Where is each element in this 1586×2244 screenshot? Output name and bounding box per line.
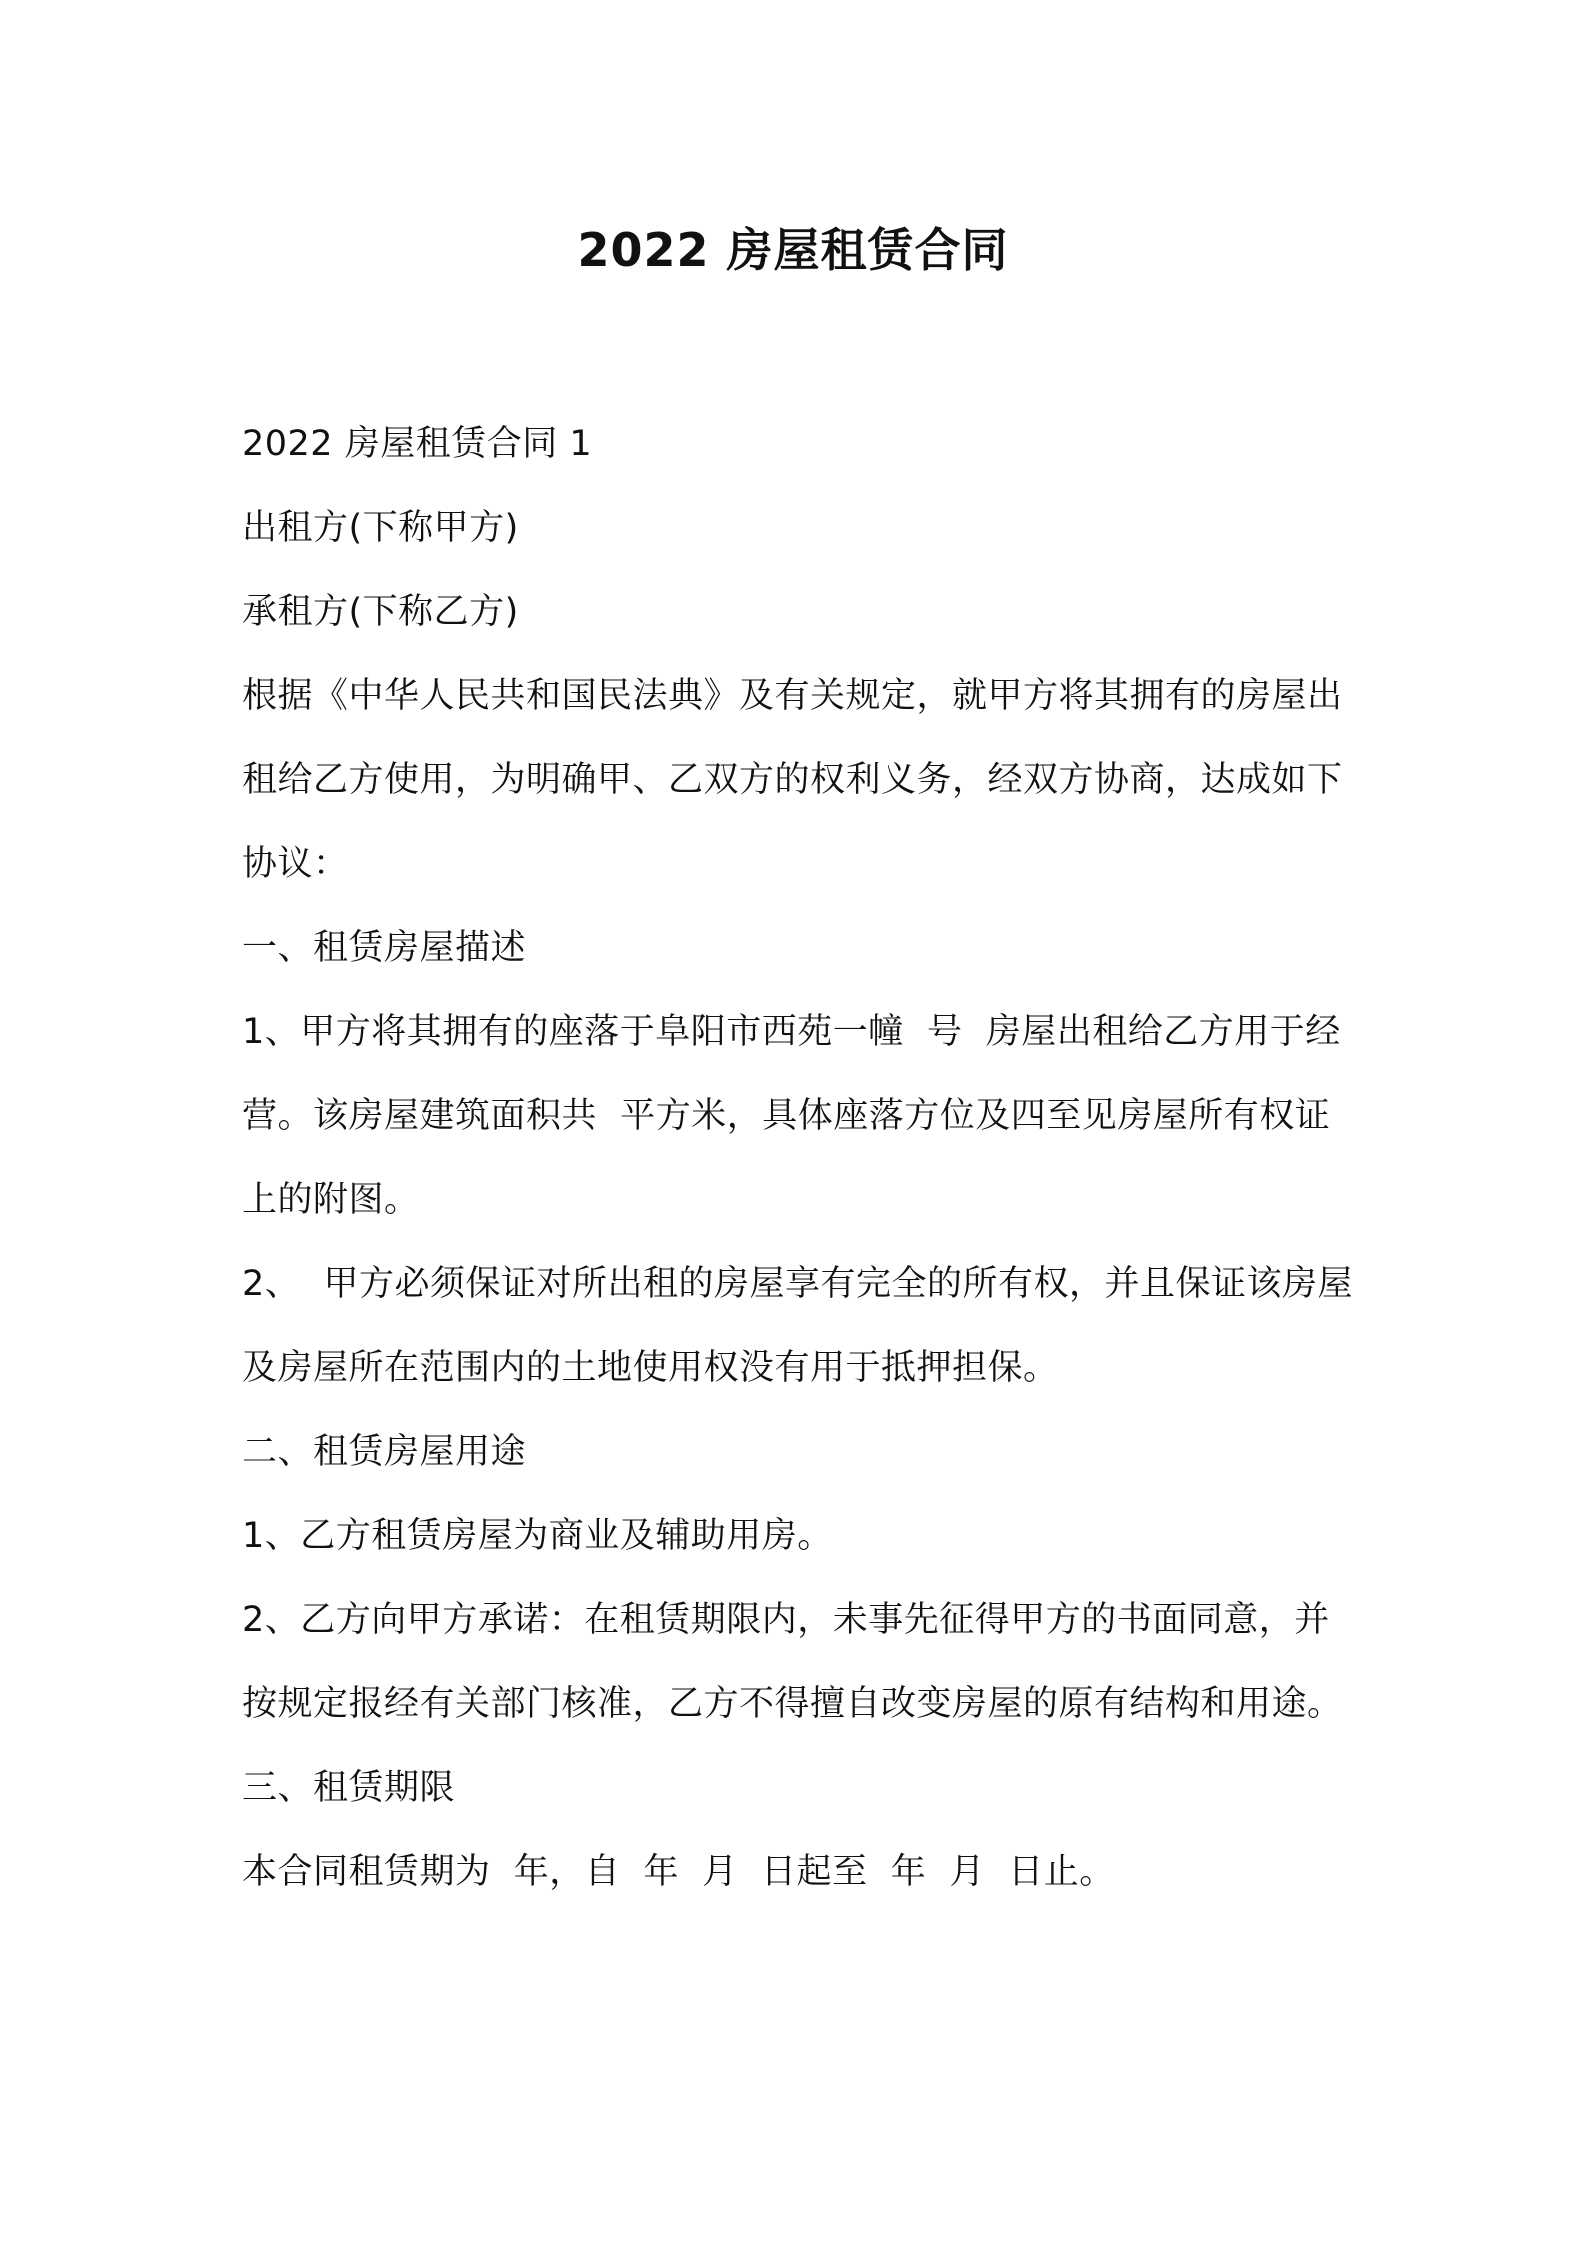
lessor-line: 出租方(下称甲方): [242, 508, 519, 548]
clause-3-1: 本合同租赁期为 年，自 年 月 日起至 年 月 日止。: [242, 1852, 1115, 1892]
clause-2-2: 2、乙方向甲方承诺：在租赁期限内，未事先征得甲方的书面同意，并按规定报经有关部门核准，乙方不得擅自改变房屋的原有结构和用途。: [242, 1600, 1343, 1724]
clause-1-1: 1、甲方将其拥有的座落于阜阳市西苑一幢 号 房屋出租给乙方用于经营。该房屋建筑面积共 平方米，具体座落方位及四至见房屋所有权证上的附图。: [242, 1012, 1341, 1220]
clause-1-2: 2、 甲方必须保证对所出租的房屋享有完全的所有权，并且保证该房屋及房屋所在范围内的土地使用权没有用于抵押担保。: [242, 1264, 1354, 1388]
lessee-line: 承租方(下称乙方): [242, 592, 519, 632]
contract-subtitle: 2022 房屋租赁合同 1: [242, 424, 593, 464]
document-title: 2022 房屋租赁合同: [577, 223, 1009, 277]
section-heading-2: 二、租赁房屋用途: [242, 1432, 527, 1472]
preamble-paragraph: 根据《中华人民共和国民法典》及有关规定，就甲方将其拥有的房屋出租给乙方使用，为明确甲、乙双方的权利义务，经双方协商，达成如下协议：: [242, 676, 1343, 884]
document-body: [242, 402, 1357, 1914]
section-heading-1: 一、租赁房屋描述: [242, 928, 527, 968]
section-heading-3: 三、租赁期限: [242, 1768, 456, 1808]
clause-2-1: 1、乙方租赁房屋为商业及辅助用房。: [242, 1516, 833, 1556]
